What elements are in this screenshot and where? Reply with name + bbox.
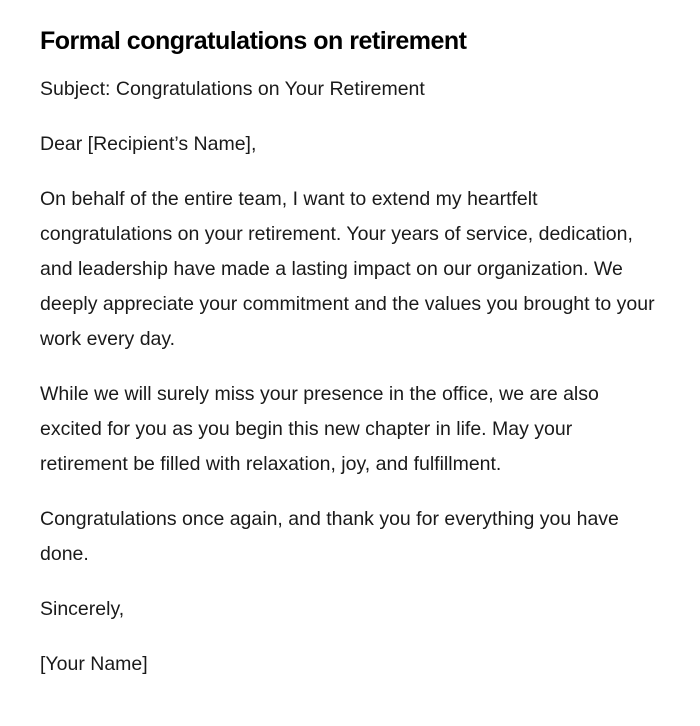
signature: [Your Name] bbox=[40, 653, 148, 675]
body-paragraph: On behalf of the entire team, I want to extend my heartfelt congratulations on your retirement. Your years of service, dedication, and leadership have made a lasting impact on our organization. We deeply appreciate your commitment and the values you brought to your work every day. bbox=[40, 188, 655, 350]
salutation: Dear [Recipient’s Name], bbox=[40, 133, 257, 155]
document-title: Formal congratulations on retirement bbox=[40, 27, 467, 55]
body-paragraph: Congratulations once again, and thank you for everything you have done. bbox=[40, 508, 619, 565]
closing: Sincerely, bbox=[40, 598, 125, 620]
body-paragraph: While we will surely miss your presence in the office, we are also excited for you as you begin this new chapter in life. May your retirement be filled with relaxation, joy, and fulfillment. bbox=[40, 383, 599, 475]
subject-line: Subject: Congratulations on Your Retirement bbox=[40, 78, 425, 100]
